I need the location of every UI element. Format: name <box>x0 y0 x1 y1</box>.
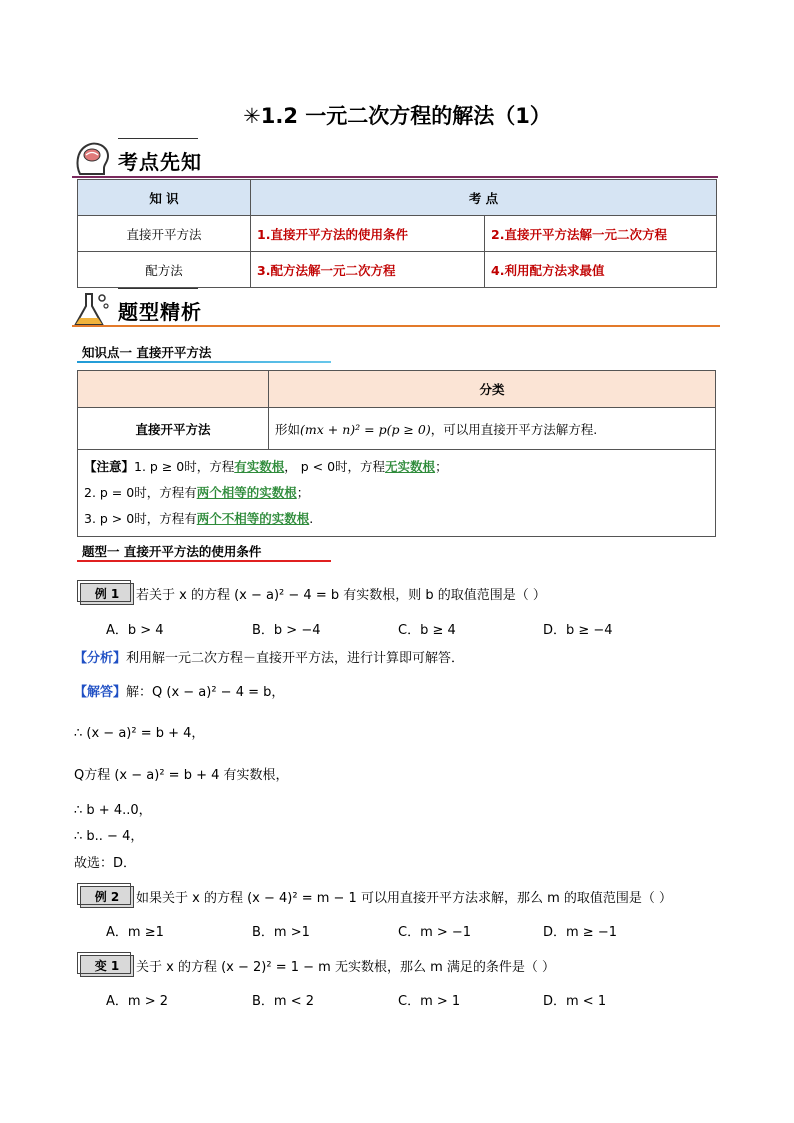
note-line <box>84 480 709 506</box>
table-cell <box>269 408 716 450</box>
highlight: 两个不相等的实数根 <box>196 511 310 526</box>
table-row <box>78 216 717 252</box>
note-line <box>84 506 709 532</box>
note-cell <box>78 450 716 537</box>
option-d: D．m < 1 <box>543 994 607 1009</box>
section-header-tixing <box>72 288 720 328</box>
table-row <box>78 252 717 288</box>
option-c: C．b ≥ 4 <box>398 623 456 638</box>
table-cell: 1.直接开平方法的使用条件 <box>251 216 485 252</box>
example-tag: 例 2 <box>80 886 134 908</box>
table-cell: 4.利用配方法求最值 <box>485 252 717 288</box>
text: 形如 <box>275 421 301 437</box>
brain-head-icon <box>72 138 112 178</box>
text: 3. p > 0时，方程有 <box>84 511 197 526</box>
table-header: 考 点 <box>251 180 717 216</box>
option-c: C．m > −1 <box>398 925 472 940</box>
text: ， p < 0时，方程 <box>284 459 386 474</box>
option-d: D．b ≥ −4 <box>543 623 613 638</box>
note-line <box>84 454 709 480</box>
section-title: 考点先知 <box>118 150 202 174</box>
option-d: D．m ≥ −1 <box>543 925 617 940</box>
classification-table <box>77 370 716 537</box>
divider <box>77 560 331 562</box>
analysis <box>74 647 464 666</box>
highlight: 无实数根 <box>385 459 436 474</box>
option-a: A．m ≥1 <box>106 925 164 940</box>
text: 利用解一元二次方程－直接开平方法，进行计算即可解答． <box>126 651 465 666</box>
option-c: C．m > 1 <box>398 994 461 1009</box>
table-cell: 直接开平方法 <box>78 408 269 450</box>
section-header-kaodian <box>72 138 718 178</box>
table-header: 分类 <box>269 371 716 408</box>
text: 1. p ≥ 0时，方程 <box>134 459 235 474</box>
option-b: B．m >1 <box>252 925 310 940</box>
type-title: 题型一 直接开平方法的使用条件 <box>82 544 262 559</box>
text: . <box>309 511 314 526</box>
table-cell: 2.直接开平方法解一元二次方程 <box>485 216 717 252</box>
text: ，可以用直接开平方法解方程. <box>430 421 598 437</box>
table-cell: 配方法 <box>78 252 251 288</box>
question: 若关于 x 的方程 (x − a)² − 4 = b 有实数根，则 b 的取值范围是（ ） <box>136 588 546 603</box>
flask-icon <box>72 290 112 328</box>
table-row <box>78 408 716 450</box>
text: ； <box>296 485 310 500</box>
formula: (mx + n)² = p(p ≥ 0) <box>300 421 431 437</box>
table-header: 知 识 <box>78 180 251 216</box>
divider <box>118 288 198 289</box>
answer-tag: 【解答】 <box>74 685 127 700</box>
table-row <box>78 450 716 537</box>
table-cell <box>78 371 269 408</box>
divider <box>118 138 198 139</box>
table-cell: 3.配方法解一元二次方程 <box>251 252 485 288</box>
solution-step: ∴ b + 4..0， <box>74 803 152 818</box>
divider <box>77 361 331 363</box>
solution-step: Q方程 (x − a)² = b + 4 有实数根， <box>74 768 289 783</box>
solution-step: ∴ b.. − 4， <box>74 829 144 844</box>
knowledge-point-title: 知识点一 直接开平方法 <box>82 345 212 360</box>
note-tag: 【注意】 <box>84 459 135 474</box>
divider <box>72 325 720 327</box>
question: 如果关于 x 的方程 (x − 4)² = m − 1 可以用直接开平方法求解，那么 m 的取值范围是（ ） <box>136 891 673 906</box>
solution-step: 故选：D． <box>74 856 137 871</box>
analysis-tag: 【分析】 <box>74 651 127 666</box>
option-a: A．m > 2 <box>106 994 168 1009</box>
question: 关于 x 的方程 (x − 2)² = 1 − m 无实数根，那么 m 满足的条件是（ ） <box>136 960 556 975</box>
text: 解：Q (x − a)² − 4 = b， <box>126 685 285 700</box>
divider <box>72 176 718 178</box>
answer <box>74 681 284 700</box>
solution-step: ∴ (x − a)² = b + 4， <box>74 726 205 741</box>
text: ； <box>435 459 448 474</box>
section-title: 题型精析 <box>118 300 202 324</box>
highlight: 有实数根 <box>234 459 285 474</box>
text: 2. p = 0时，方程有 <box>84 485 197 500</box>
variant-tag: 变 1 <box>80 955 134 977</box>
table-cell: 直接开平方法 <box>78 216 251 252</box>
example-tag: 例 1 <box>80 583 134 605</box>
page-title: ✳1.2 一元二次方程的解法（1） <box>243 104 551 128</box>
option-b: B．b > −4 <box>252 623 321 638</box>
knowledge-table <box>77 179 717 288</box>
option-b: B．m < 2 <box>252 994 315 1009</box>
option-a: A．b > 4 <box>106 623 164 638</box>
highlight: 两个相等的实数根 <box>196 485 297 500</box>
